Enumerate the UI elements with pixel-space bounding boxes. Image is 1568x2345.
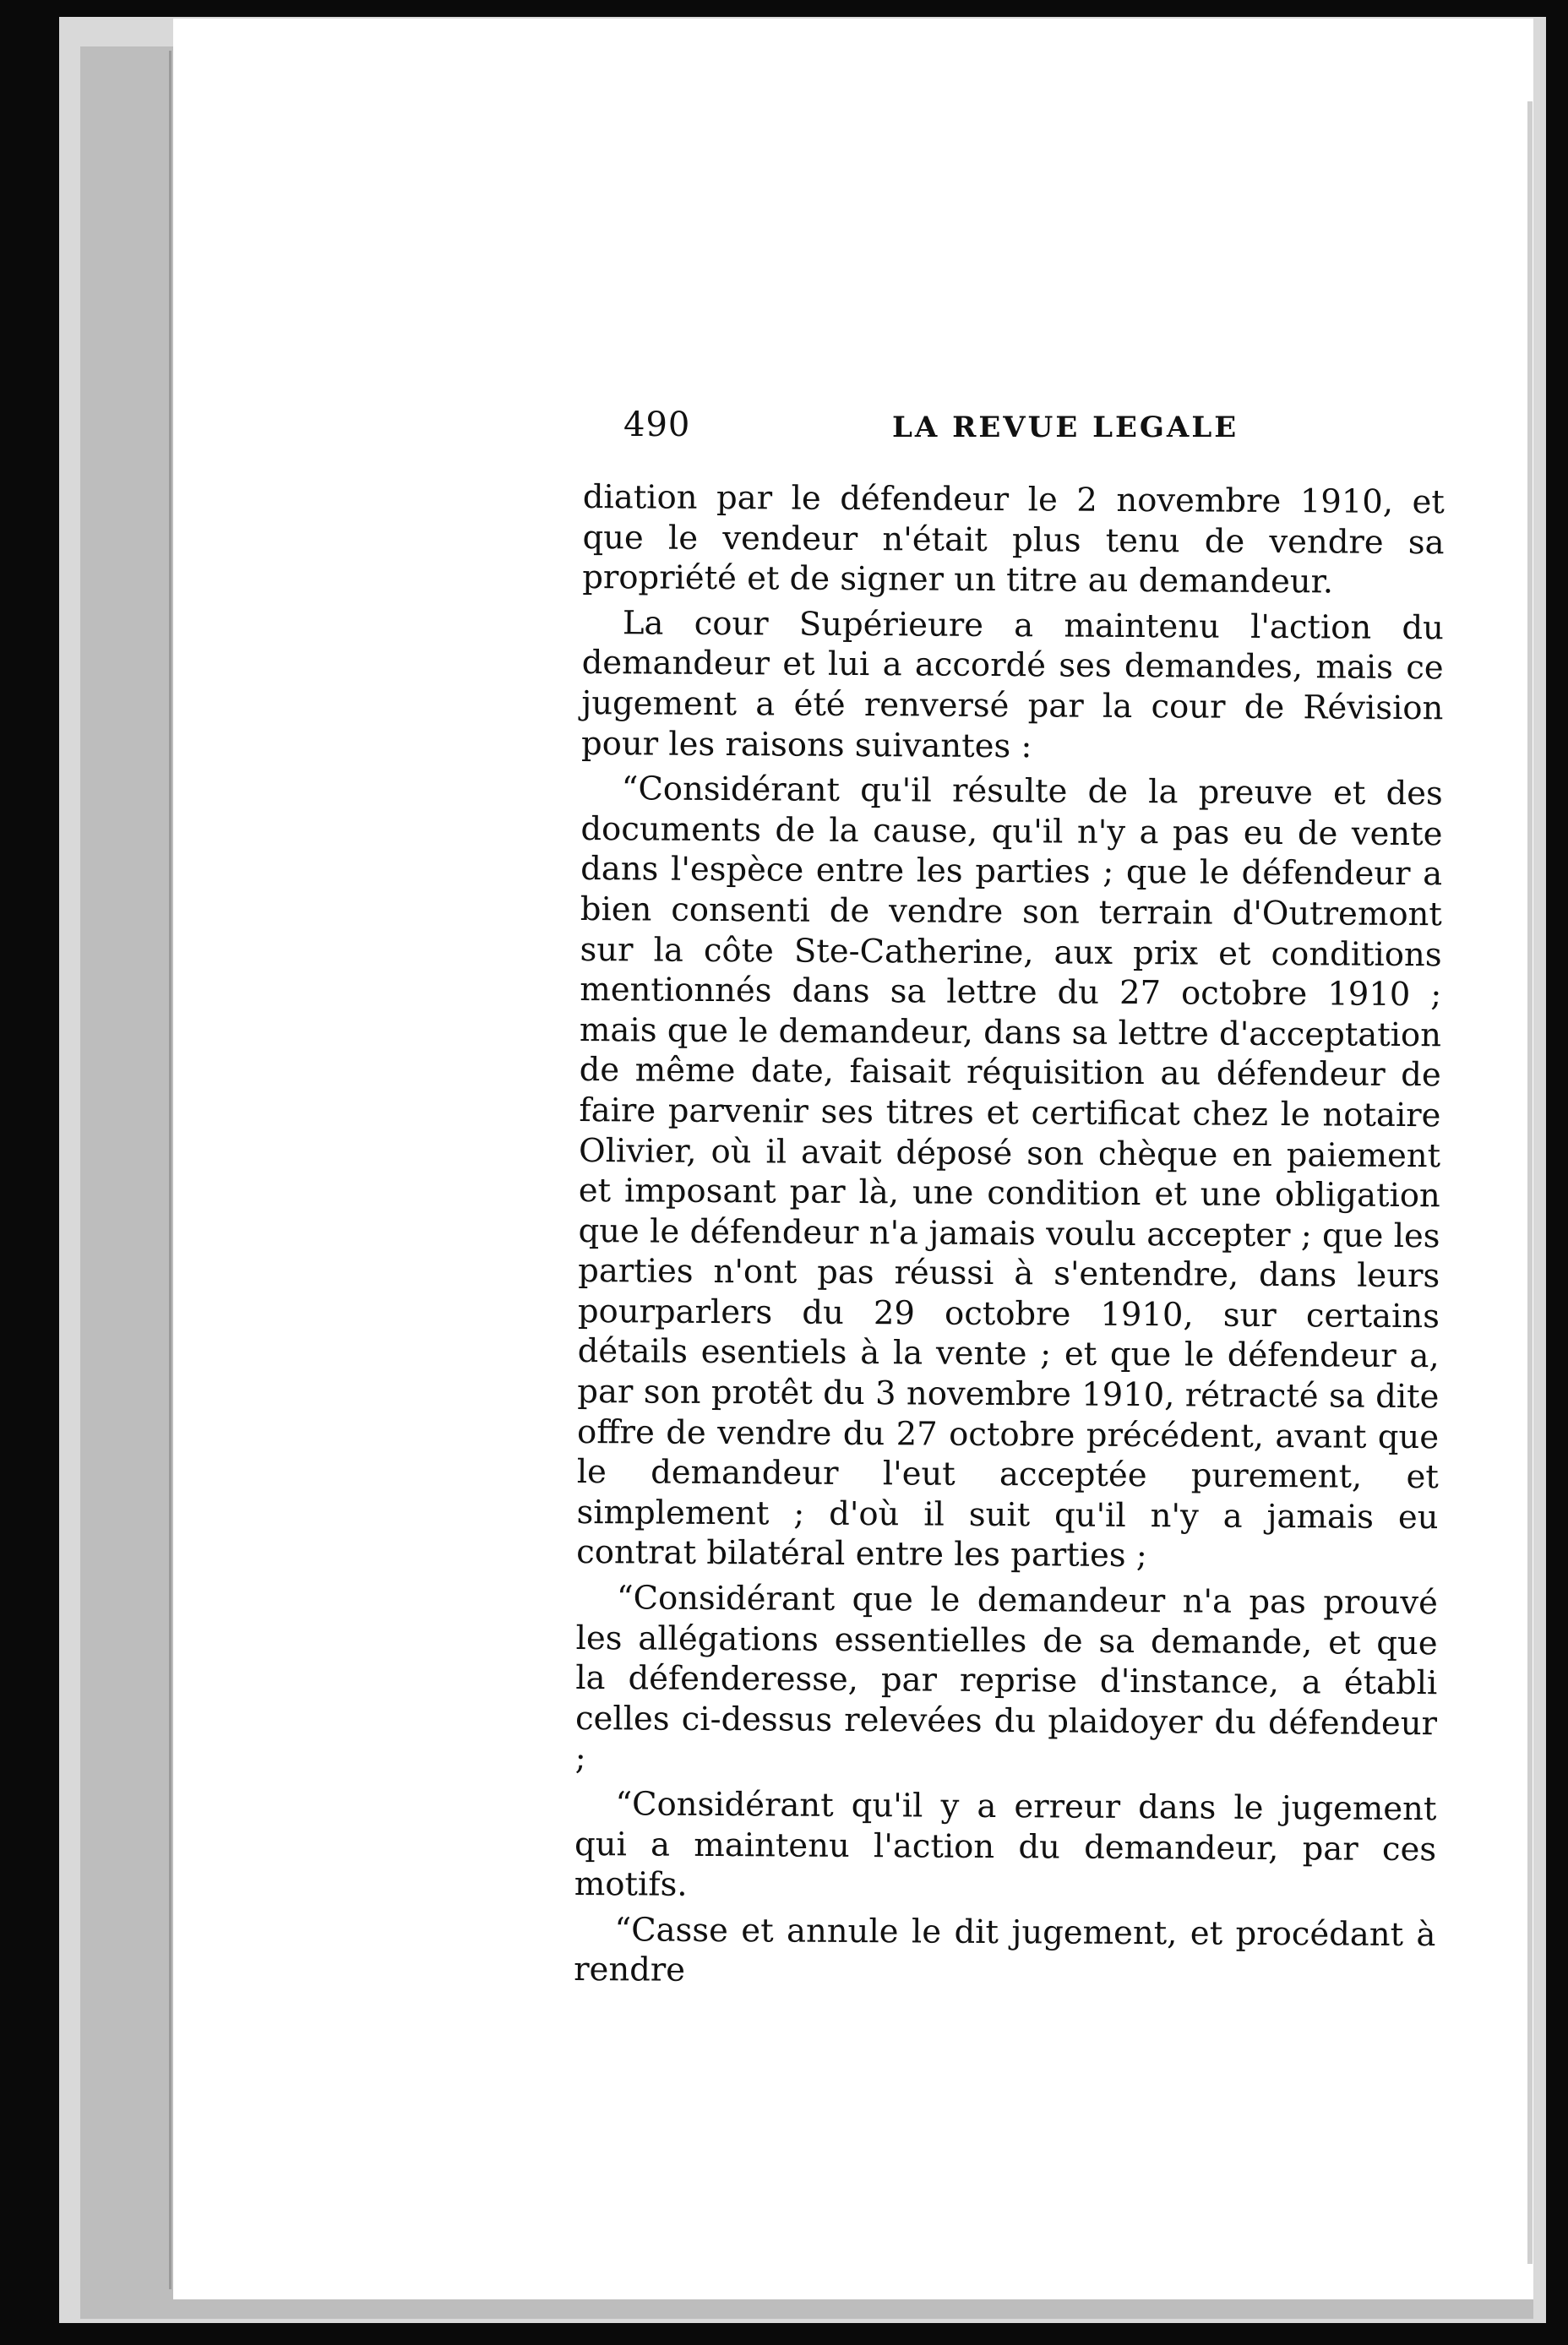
page-number: 490 [623,405,691,444]
paragraph-3: “Considérant qu'il résulte de la preuve et des documents de la cause, qu'il n'y a pas eu de vente dans l'espèce entre les parties ; que le défendeur a bien consenti de vendre son terrain d'Outremont sur la côte Ste-Catherine, aux prix et conditions mentionnés dans sa lettre du 27 octobre 1910 ; mais que le demandeur, dans sa lettre d'acceptation de même date, faisait réquisition au défendeur de faire parvenir ses titres et certificat chez le notaire Olivier, où il avait déposé son chèque en paiement et imposant par là, une condition et une obligation que le défendeur n'a jamais voulu accepter ; que les parties n'ont pas réussi à s'entendre, dans leurs pourparlers du 29 octobre 1910, sur certains détails esentiels à la vente ; et que le défendeur a, par son protêt du 3 novembre 1910, rétracté sa dite offre de vendre du 27 octobre précédent, avant que le demandeur l'eut acceptée purement, et simplement ; d'où il suit qu'il n'y a jamais eu contrat bilatéral entre les parties ; [576,770,1443,1575]
page-header [623,405,1435,456]
body-text [574,477,1445,2000]
binding-edge [169,51,172,2289]
paragraph-6: “Casse et annule le dit jugement, et procédant à rendre [574,1911,1436,1990]
paragraph-1: diation par le défendeur le 2 novembre 1910, et que le vendeur n'était plus tenu de vendre sa propriété et de signer un titre au demandeur. [582,478,1445,601]
paragraph-2: La cour Supérieure a maintenu l'action du demandeur et lui a accordé ses demandes, mais ce jugement a été renversé par la cour de Révision pour les raisons suivantes : [580,604,1445,765]
paragraph-4: “Considérant que le demandeur n'a pas prouvé les allégations essentielles de sa demande, et que la défenderesse, par reprise d'instance, a établi celles ci-dessus relevées du plaidoyer du défendeur ; [574,1579,1439,1778]
running-title: LA REVUE LEGALE [892,411,1239,444]
paragraph-5: “Considérant qu'il y a erreur dans le jugement qui a maintenu l'action du demandeur, par ces motifs. [574,1785,1437,1904]
page-right-edge [1527,101,1533,2264]
